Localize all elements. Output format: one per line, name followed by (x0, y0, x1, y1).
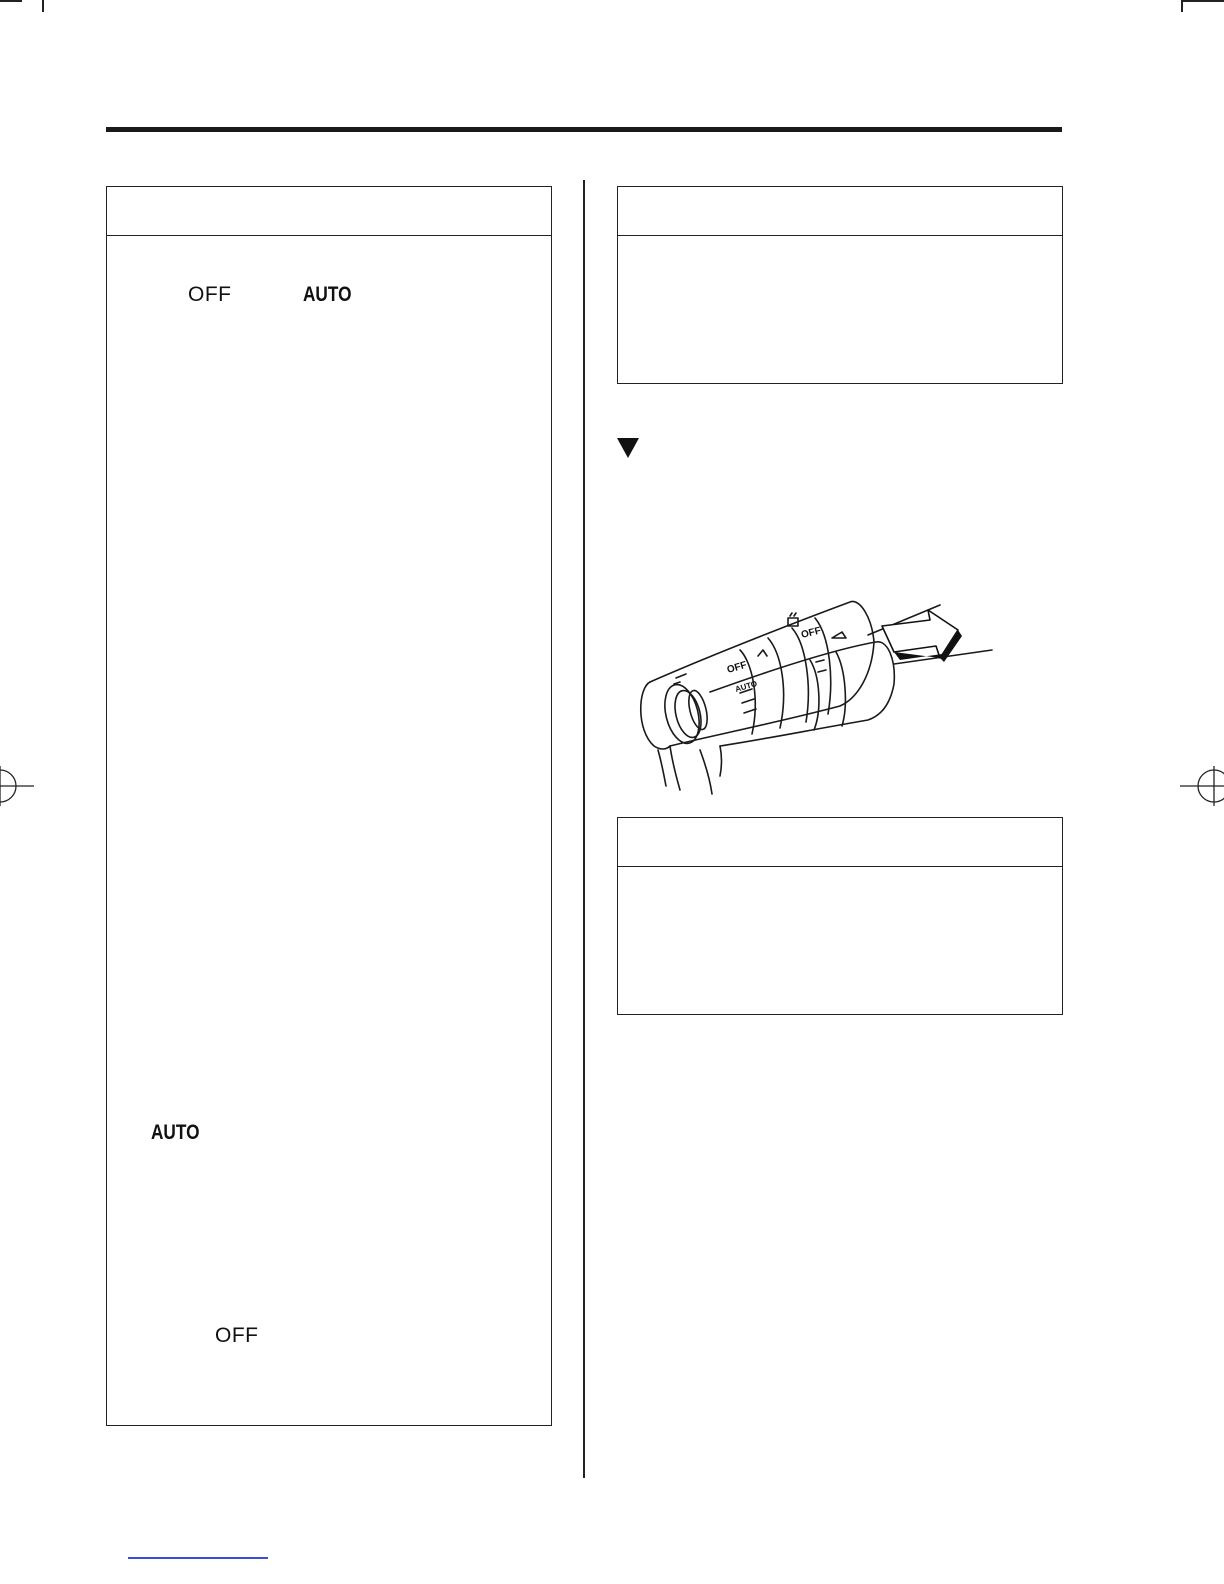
arrow-icon (882, 610, 962, 662)
registration-mark-left (0, 766, 34, 806)
right-bottom-box (617, 817, 1063, 1015)
off-symbol: OFF (215, 1324, 259, 1347)
auto-symbol: AUTO (151, 1121, 200, 1144)
footer-link-underline[interactable] (128, 1557, 268, 1559)
crop-mark-top-left-h (0, 0, 22, 2)
right-top-box-header (618, 187, 1062, 236)
off-symbol: OFF (188, 283, 232, 306)
crop-mark-top-right-v (1181, 0, 1183, 12)
section-marker-icon (617, 438, 639, 458)
registration-mark-right (1180, 766, 1224, 806)
auto-symbol: AUTO (303, 283, 352, 306)
stalk-label-off-upper: OFF (800, 625, 823, 641)
stalk-label-off-lower: OFF (725, 659, 749, 676)
crop-mark-top-right-h (1182, 0, 1224, 2)
column-divider (583, 180, 585, 1478)
left-info-box (106, 186, 552, 1426)
wiper-lever-illustration (610, 580, 1010, 800)
right-top-box (617, 186, 1063, 384)
crop-mark-top-left-v (42, 0, 44, 12)
right-bottom-box-header (618, 818, 1062, 867)
stalk-label-auto: AUTO (734, 679, 759, 694)
header-rule (106, 127, 1062, 132)
left-info-box-header (107, 187, 551, 236)
